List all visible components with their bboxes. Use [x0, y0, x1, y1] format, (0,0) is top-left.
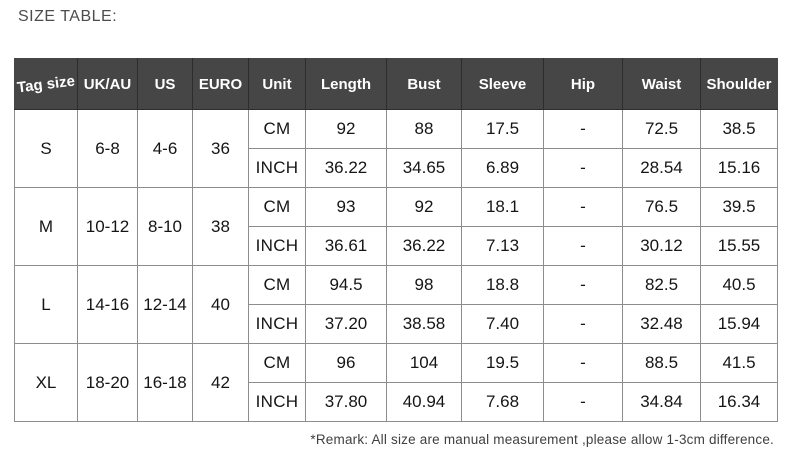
- cell-value: 104: [387, 344, 462, 383]
- header-sleeve: Sleeve: [462, 59, 544, 110]
- cell-ukau-s: 6-8: [78, 110, 138, 188]
- cell-ukau-l: 14-16: [78, 266, 138, 344]
- cell-value: -: [544, 188, 623, 227]
- cell-value: 37.80: [306, 383, 387, 422]
- cell-value: 72.5: [623, 110, 701, 149]
- cell-value: 40.5: [701, 266, 778, 305]
- cell-value: 98: [387, 266, 462, 305]
- remark-note: *Remark: All size are manual measurement ,please allow 1-3cm difference.: [310, 432, 774, 447]
- cell-value: 39.5: [701, 188, 778, 227]
- header-uk-au: UK/AU: [78, 59, 138, 110]
- cell-ukau-m: 10-12: [78, 188, 138, 266]
- table-row-xl-cm: [15, 344, 778, 383]
- cell-tag-s: S: [15, 110, 78, 188]
- cell-value: 16.34: [701, 383, 778, 422]
- cell-value: 36.22: [306, 149, 387, 188]
- table-row-m-cm: [15, 188, 778, 227]
- cell-value: -: [544, 266, 623, 305]
- cell-euro-xl: 42: [193, 344, 249, 422]
- unit-label-inch: INCH: [249, 227, 306, 266]
- cell-value: 38.58: [387, 305, 462, 344]
- cell-value: 28.54: [623, 149, 701, 188]
- cell-value: 88.5: [623, 344, 701, 383]
- cell-value: 38.5: [701, 110, 778, 149]
- cell-value: 7.68: [462, 383, 544, 422]
- cell-euro-s: 36: [193, 110, 249, 188]
- cell-us-xl: 16-18: [138, 344, 193, 422]
- unit-label-cm: CM: [249, 110, 306, 149]
- cell-value: 92: [387, 188, 462, 227]
- cell-value: -: [544, 305, 623, 344]
- size-table: [14, 58, 778, 422]
- cell-value: 88: [387, 110, 462, 149]
- header-waist: Waist: [623, 59, 701, 110]
- cell-value: 36.22: [387, 227, 462, 266]
- cell-value: -: [544, 227, 623, 266]
- cell-value: 30.12: [623, 227, 701, 266]
- cell-value: 96: [306, 344, 387, 383]
- cell-value: 18.8: [462, 266, 544, 305]
- cell-tag-xl: XL: [15, 344, 78, 422]
- header-us: US: [138, 59, 193, 110]
- cell-us-s: 4-6: [138, 110, 193, 188]
- cell-value: 37.20: [306, 305, 387, 344]
- cell-value: 7.13: [462, 227, 544, 266]
- unit-label-cm: CM: [249, 188, 306, 227]
- cell-value: 32.48: [623, 305, 701, 344]
- cell-value: 7.40: [462, 305, 544, 344]
- unit-label-cm: CM: [249, 344, 306, 383]
- cell-value: 40.94: [387, 383, 462, 422]
- cell-value: 76.5: [623, 188, 701, 227]
- cell-euro-m: 38: [193, 188, 249, 266]
- cell-tag-l: L: [15, 266, 78, 344]
- cell-value: 93: [306, 188, 387, 227]
- cell-value: 34.84: [623, 383, 701, 422]
- cell-value: -: [544, 149, 623, 188]
- cell-us-m: 8-10: [138, 188, 193, 266]
- cell-value: 17.5: [462, 110, 544, 149]
- cell-value: 18.1: [462, 188, 544, 227]
- header-bust: Bust: [387, 59, 462, 110]
- cell-value: 94.5: [306, 266, 387, 305]
- header-row: [15, 59, 778, 110]
- cell-value: 6.89: [462, 149, 544, 188]
- cell-value: -: [544, 110, 623, 149]
- cell-value: 36.61: [306, 227, 387, 266]
- header-length: Length: [306, 59, 387, 110]
- header-tag-size: Tag size: [15, 59, 78, 110]
- cell-value: 82.5: [623, 266, 701, 305]
- cell-value: 15.55: [701, 227, 778, 266]
- unit-label-inch: INCH: [249, 305, 306, 344]
- cell-ukau-xl: 18-20: [78, 344, 138, 422]
- table-row-l-cm: [15, 266, 778, 305]
- cell-value: 15.94: [701, 305, 778, 344]
- cell-euro-l: 40: [193, 266, 249, 344]
- cell-value: 41.5: [701, 344, 778, 383]
- cell-value: 34.65: [387, 149, 462, 188]
- cell-value: -: [544, 383, 623, 422]
- header-unit: Unit: [249, 59, 306, 110]
- header-euro: EURO: [193, 59, 249, 110]
- cell-value: 15.16: [701, 149, 778, 188]
- header-hip: Hip: [544, 59, 623, 110]
- cell-us-l: 12-14: [138, 266, 193, 344]
- cell-value: 92: [306, 110, 387, 149]
- unit-label-inch: INCH: [249, 149, 306, 188]
- cell-value: 19.5: [462, 344, 544, 383]
- page-title: SIZE TABLE:: [18, 8, 118, 25]
- unit-label-cm: CM: [249, 266, 306, 305]
- cell-value: -: [544, 344, 623, 383]
- table-row-s-cm: [15, 110, 778, 149]
- unit-label-inch: INCH: [249, 383, 306, 422]
- header-shoulder: Shoulder: [701, 59, 778, 110]
- cell-tag-m: M: [15, 188, 78, 266]
